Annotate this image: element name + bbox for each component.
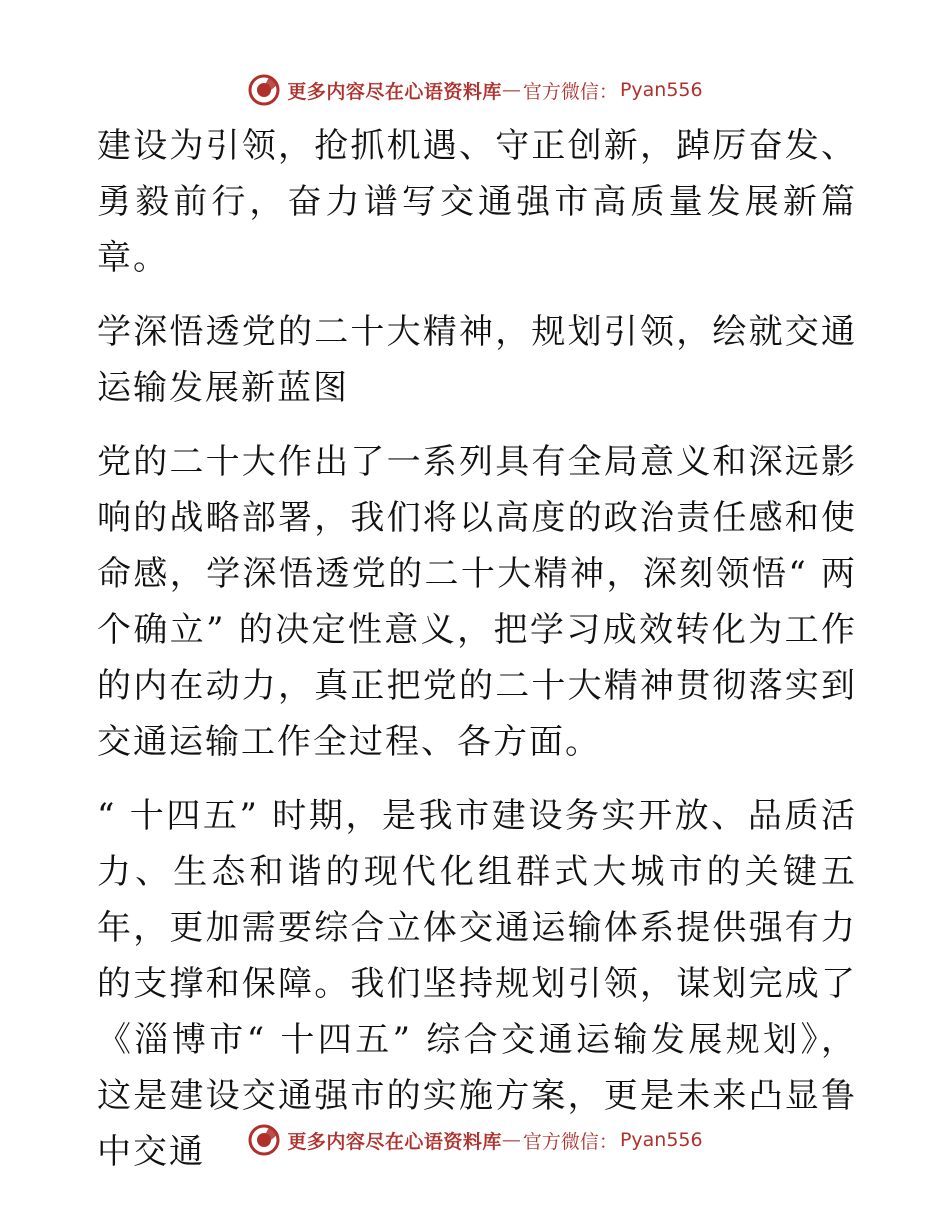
watermark-wechat-id: Pyan556 xyxy=(619,1129,703,1151)
watermark-separator: — xyxy=(501,79,521,101)
watermark-brand: 更多内容尽在心语资料库 xyxy=(287,80,502,103)
watermark-wechat-id: Pyan556 xyxy=(619,79,703,101)
watermark-header xyxy=(0,70,950,110)
paragraph: 建设为引领，抢抓机遇、守正创新，踔厉奋发、勇毅前行，奋力谱写交通强市高质量发展新篇章。 xyxy=(97,126,857,278)
watermark-footer xyxy=(0,1120,950,1160)
watermark-separator: — xyxy=(501,1129,521,1151)
paragraph: “ 十四五” 时期，是我市建设务实开放、品质活力、生态和谐的现代化组群式大城市的关键五年，更加需要综合立体交通运输体系提供强有力的支撑和保障。我们坚持规划引领，谋划完成了《淄博市“ 十四五” 综合交通运输发展规划》，这是建设交通强市的实施方案，更是未来凸显鲁中交通 xyxy=(97,796,857,1172)
watermark-wechat-label: 官方微信： xyxy=(522,80,618,103)
watermark-brand: 更多内容尽在心语资料库 xyxy=(287,1130,502,1153)
document-body xyxy=(97,118,857,1180)
watermark-wechat-label: 官方微信： xyxy=(522,1130,618,1153)
logo-icon xyxy=(247,73,281,107)
logo-icon xyxy=(247,1123,281,1157)
paragraph: 党的二十大作出了一系列具有全局意义和深远影响的战略部署，我们将以高度的政治责任感和使命感，学深悟透党的二十大精神，深刻领悟“ 两个确立” 的决定性意义，把学习成效转化为工作的内在动力，真正把党的二十大精神贯彻落实到交通运输工作全过程、各方面。 xyxy=(97,442,857,762)
section-heading: 学深悟透党的二十大精神，规划引领，绘就交通运输发展新蓝图 xyxy=(97,312,857,408)
